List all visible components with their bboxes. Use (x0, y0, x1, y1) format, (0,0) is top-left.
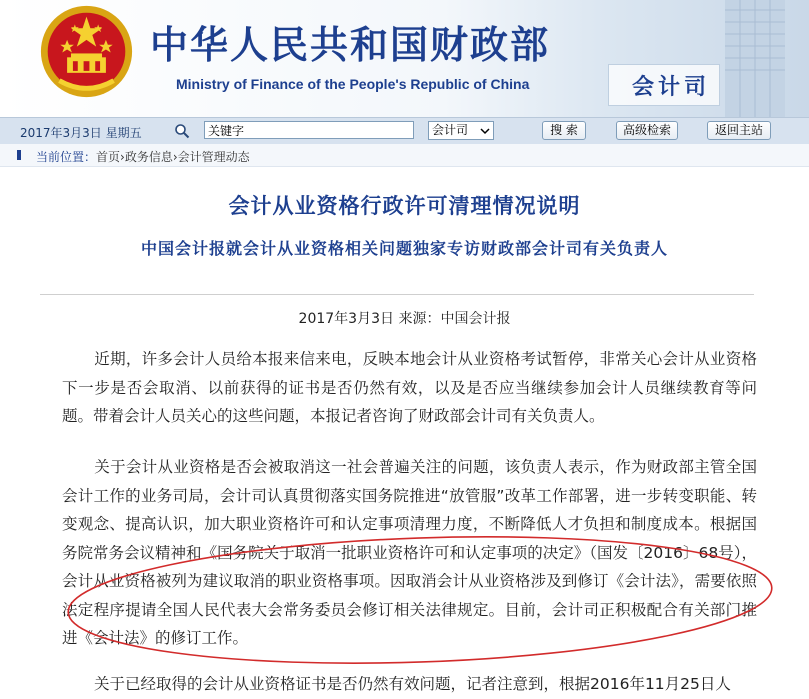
article-paragraph: 关于已经取得的会计从业资格证书是否仍然有效问题，记者注意到，根据2016年11月25日人 (94, 675, 731, 693)
return-main-site-button[interactable]: 返回主站 (707, 121, 771, 140)
article-paragraph: 近期，许多会计人员给本报来信来电，反映本地会计从业资格考试暂停，非常关心会计从业资格下一步是否会取消、以前获得的证书是否仍然有效，以及是否应当继续参加会计人员继续教育等问题。带着会计人员关心的这些问题，本报记者咨询了财政部会计司有关负责人。 (62, 350, 757, 425)
divider (40, 294, 754, 295)
toolbar (0, 117, 809, 146)
breadcrumb (0, 144, 809, 167)
header-banner (0, 0, 809, 117)
site-title-en: Ministry of Finance of the People's Republic of China (176, 76, 530, 92)
department-name: 会计司 (632, 75, 711, 100)
chevron-down-icon (479, 125, 491, 137)
keyword-input[interactable] (204, 121, 414, 139)
breadcrumb-marker (17, 150, 21, 160)
scope-select-value: 会计司 (432, 123, 469, 137)
breadcrumb-text (36, 148, 250, 165)
site-title-cn: 中华人民共和国财政部 (150, 22, 551, 67)
article-paragraph: 关于会计从业资格是否会被取消这一社会普遍关注的问题，该负责人表示，作为财政部主管全国会计工作的业务司局，会计司认真贯彻落实国务院推进“放管服”改革工作部署，进一步转变职能、转变观念、提高认识，加大职业资格许可和认定事项清理力度，不断降低人才负担和制度成本。根据国务院常务会议精神和《国务院关于取消一批职业资格许可和认定事项的决定》（国发〔2016〕68号），会计从业资格被列为建议取消的职业资格事项。因取消会计从业资格涉及到修订《会计法》，需要依照法定程序提请全国人民代表大会常务委员会修订相关法律规定。目前，会计司正积极配合有关部门推进《会计法》的修订工作。 (62, 458, 757, 647)
national-emblem-icon (38, 3, 135, 100)
scope-select[interactable] (428, 121, 494, 140)
search-icon (174, 123, 190, 139)
article-meta: 2017年3月3日 来源：中国会计报 (298, 311, 511, 327)
current-date: 2017年3月3日 星期五 (20, 126, 142, 140)
search-button[interactable]: 搜 索 (542, 121, 586, 140)
breadcrumb-path[interactable]: 首页›政务信息›会计管理动态 (96, 150, 250, 164)
breadcrumb-label: 当前位置： (36, 150, 97, 164)
article-title: 会计从业资格行政许可清理情况说明 (228, 194, 581, 218)
article-subtitle: 中国会计报就会计从业资格相关问题独家专访财政部会计司有关负责人 (140, 239, 668, 258)
advanced-search-button[interactable]: 高级检索 (616, 121, 678, 140)
